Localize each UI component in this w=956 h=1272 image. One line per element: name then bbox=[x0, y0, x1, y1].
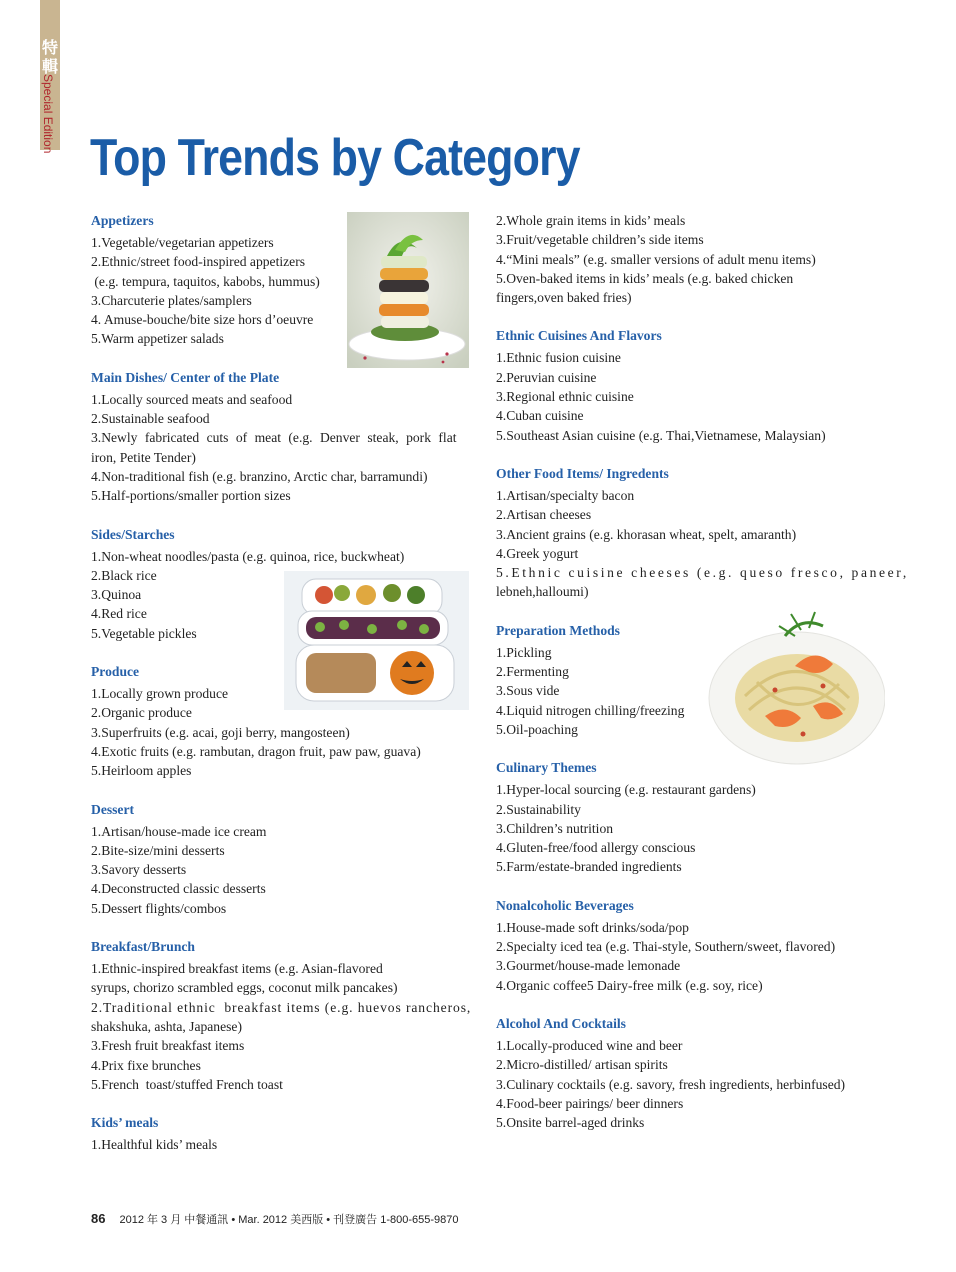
bento-boxes-photo bbox=[284, 571, 469, 710]
list-item: 1.House-made soft drinks/soda/pop bbox=[496, 919, 689, 935]
section-kids-meals-continued bbox=[496, 211, 876, 307]
sidebar-english-label: Special Edition bbox=[41, 74, 55, 154]
page-title: Top Trends by Category bbox=[90, 129, 580, 187]
section-heading: Produce bbox=[91, 664, 140, 680]
section-heading: Dessert bbox=[91, 801, 135, 817]
section-kids-meals bbox=[91, 1113, 469, 1154]
list-item: shakshuka, ashta, Japanese) bbox=[91, 1018, 242, 1034]
list-item: 3.Sous vide bbox=[496, 683, 560, 699]
footer-text: 2012 年 3 月 中餐通訊 • Mar. 2012 美西版 • 刊登廣告 1-800-655-9870 bbox=[119, 1214, 459, 1226]
appetizer-tower-photo bbox=[347, 212, 469, 368]
list-item: 4.Greek yogurt bbox=[496, 545, 579, 561]
list-item: 3.Savory desserts bbox=[91, 862, 187, 878]
section-alcohol-cocktails bbox=[496, 1014, 876, 1132]
section-dessert bbox=[91, 800, 469, 918]
list-item: 5.Oil-poaching bbox=[496, 721, 578, 737]
shrimp-pasta-photo bbox=[705, 606, 885, 776]
section-ethnic-cuisines bbox=[496, 326, 876, 444]
list-item: 4.Prix fixe brunches bbox=[91, 1057, 201, 1073]
list-item: 2.Ethnic/street food-inspired appetizers bbox=[91, 254, 306, 270]
list-item: 2.Micro-distilled/ artisan spirits bbox=[496, 1057, 668, 1073]
list-item: 5.Onsite barrel-aged drinks bbox=[496, 1115, 645, 1131]
section-heading: Culinary Themes bbox=[496, 760, 597, 776]
list-item: 2.Artisan cheeses bbox=[496, 507, 592, 523]
list-item: 2.Whole grain items in kids’ meals bbox=[496, 213, 686, 228]
list-item: 5.Farm/estate-branded ingredients bbox=[496, 859, 682, 875]
list-item: 3.Children’s nutrition bbox=[496, 820, 614, 836]
list-item: fingers,oven baked fries) bbox=[496, 290, 632, 306]
list-item: 1.Hyper-local sourcing (e.g. restaurant gardens) bbox=[496, 782, 756, 798]
list-item: 1.Pickling bbox=[496, 644, 552, 660]
section-breakfast-brunch bbox=[91, 937, 472, 1094]
list-item: 2.Sustainability bbox=[496, 801, 581, 817]
section-heading: Alcohol And Cocktails bbox=[496, 1015, 626, 1031]
list-item: 3.Quinoa bbox=[91, 587, 142, 603]
list-item: 1.Locally-produced wine and beer bbox=[496, 1037, 683, 1053]
list-item: 4.Food-beer pairings/ beer dinners bbox=[496, 1095, 684, 1111]
list-item: 1.Healthful kids’ meals bbox=[91, 1137, 218, 1153]
section-heading: Breakfast/Brunch bbox=[91, 939, 195, 955]
list-item: 4.Gluten-free/food allergy conscious bbox=[496, 840, 696, 856]
section-heading: Preparation Methods bbox=[496, 622, 620, 638]
list-item: 3.Charcuterie plates/samplers bbox=[91, 292, 252, 308]
list-item: 4.Organic coffee5 Dairy-free milk (e.g. soy, rice) bbox=[496, 977, 763, 993]
list-item: 1.Vegetable/vegetarian appetizers bbox=[91, 235, 274, 250]
section-heading: Kids’ meals bbox=[91, 1115, 159, 1131]
list-item: 2.Bite-size/mini desserts bbox=[91, 842, 225, 858]
page-footer bbox=[91, 1211, 459, 1227]
list-item: 4. Amuse-bouche/bite size hors d’oeuvre bbox=[91, 312, 314, 328]
list-item: 2.Black rice bbox=[91, 567, 157, 583]
list-item: 1.Artisan/specialty bacon bbox=[496, 487, 635, 503]
list-item: 3.Fruit/vegetable children’s side items bbox=[496, 232, 704, 248]
list-item: 3.Culinary cocktails (e.g. savory, fresh ingredients, herbinfused) bbox=[496, 1076, 846, 1092]
list-item: iron, Petite Tender) bbox=[91, 449, 196, 465]
section-heading: Nonalcoholic Beverages bbox=[496, 897, 634, 913]
page-number: 86 bbox=[91, 1211, 106, 1226]
list-item: 5.Vegetable pickles bbox=[91, 625, 197, 641]
section-heading: Ethnic Cuisines And Flavors bbox=[496, 328, 662, 344]
section-heading: Other Food Items/ Ingredents bbox=[496, 465, 669, 481]
list-item: 3.Superfruits (e.g. acai, goji berry, mangosteen) bbox=[91, 724, 350, 740]
list-item: 5.Ethnic cuisine cheeses (e.g. queso fresco, paneer, bbox=[496, 565, 909, 581]
section-main-dishes bbox=[91, 368, 469, 506]
list-item: 5.Dessert flights/combos bbox=[91, 900, 227, 916]
list-item: 5.Half-portions/smaller portion sizes bbox=[91, 488, 291, 504]
list-item: 4.Liquid nitrogen chilling/freezing bbox=[496, 702, 685, 718]
list-item: 4.Cuban cuisine bbox=[496, 408, 584, 424]
list-item: lebneh,halloumi) bbox=[496, 584, 589, 600]
section-heading: Main Dishes/ Center of the Plate bbox=[91, 369, 280, 385]
list-item: (e.g. tempura, taquitos, kabobs, hummus) bbox=[91, 273, 320, 289]
section-heading: Appetizers bbox=[91, 213, 154, 228]
list-item: 1.Locally sourced meats and seafood bbox=[91, 391, 293, 407]
list-item: 3.Ancient grains (e.g. khorasan wheat, spelt, amaranth) bbox=[496, 526, 797, 542]
list-item: 2.Organic produce bbox=[91, 705, 192, 721]
list-item: 3.Regional ethnic cuisine bbox=[496, 389, 634, 405]
list-item: 4.Red rice bbox=[91, 606, 147, 622]
list-item: 5.Warm appetizer salads bbox=[91, 331, 224, 347]
section-heading: Sides/Starches bbox=[91, 526, 175, 542]
list-item: 5.Heirloom apples bbox=[91, 763, 192, 779]
list-item: 1.Locally grown produce bbox=[91, 686, 229, 702]
list-item: 2.Fermenting bbox=[496, 664, 569, 680]
list-item: 1.Ethnic-inspired breakfast items (e.g. Asian-flavored bbox=[91, 961, 383, 977]
list-item: 5.Oven-baked items in kids’ meals (e.g. baked chicken bbox=[496, 270, 794, 286]
list-item: 5.Southeast Asian cuisine (e.g. Thai,Vietnamese, Malaysian) bbox=[496, 427, 826, 443]
sidebar-english-label-wrap bbox=[37, 74, 61, 154]
list-item: 1.Artisan/house-made ice cream bbox=[91, 823, 267, 839]
list-item: 4.Deconstructed classic desserts bbox=[91, 881, 266, 897]
list-item: syrups, chorizo scrambled eggs, coconut milk pancakes) bbox=[91, 980, 398, 996]
list-item: 2.Sustainable seafood bbox=[91, 411, 210, 427]
section-culinary-themes bbox=[496, 758, 876, 876]
list-item: 1.Ethnic fusion cuisine bbox=[496, 350, 621, 366]
list-item: 3.Fresh fruit breakfast items bbox=[91, 1038, 245, 1054]
list-item: 3.Gourmet/house-made lemonade bbox=[496, 958, 681, 974]
list-item: 5.French toast/stuffed French toast bbox=[91, 1076, 283, 1092]
list-item: 2.Specialty iced tea (e.g. Thai-style, Southern/sweet, flavored) bbox=[496, 939, 836, 955]
list-item: 4.Non-traditional fish (e.g. branzino, Arctic char, barramundi) bbox=[91, 468, 428, 484]
section-nonalcoholic-beverages bbox=[496, 896, 876, 995]
list-item: 2.Peruvian cuisine bbox=[496, 369, 597, 385]
section-other-food-items bbox=[496, 464, 909, 602]
list-item: 4.Exotic fruits (e.g. rambutan, dragon fruit, paw paw, guava) bbox=[91, 743, 421, 759]
list-item: 3.Newly fabricated cuts of meat (e.g. Denver steak, pork flat bbox=[91, 430, 457, 446]
list-item: 4.“Mini meals” (e.g. smaller versions of adult menu items) bbox=[496, 251, 816, 267]
list-item: 2.Traditional ethnic breakfast items (e.g. huevos rancheros, bbox=[91, 999, 472, 1015]
sidebar-chinese-label: 特輯 bbox=[41, 38, 58, 76]
list-item: 1.Non-wheat noodles/pasta (e.g. quinoa, rice, buckwheat) bbox=[91, 548, 405, 564]
